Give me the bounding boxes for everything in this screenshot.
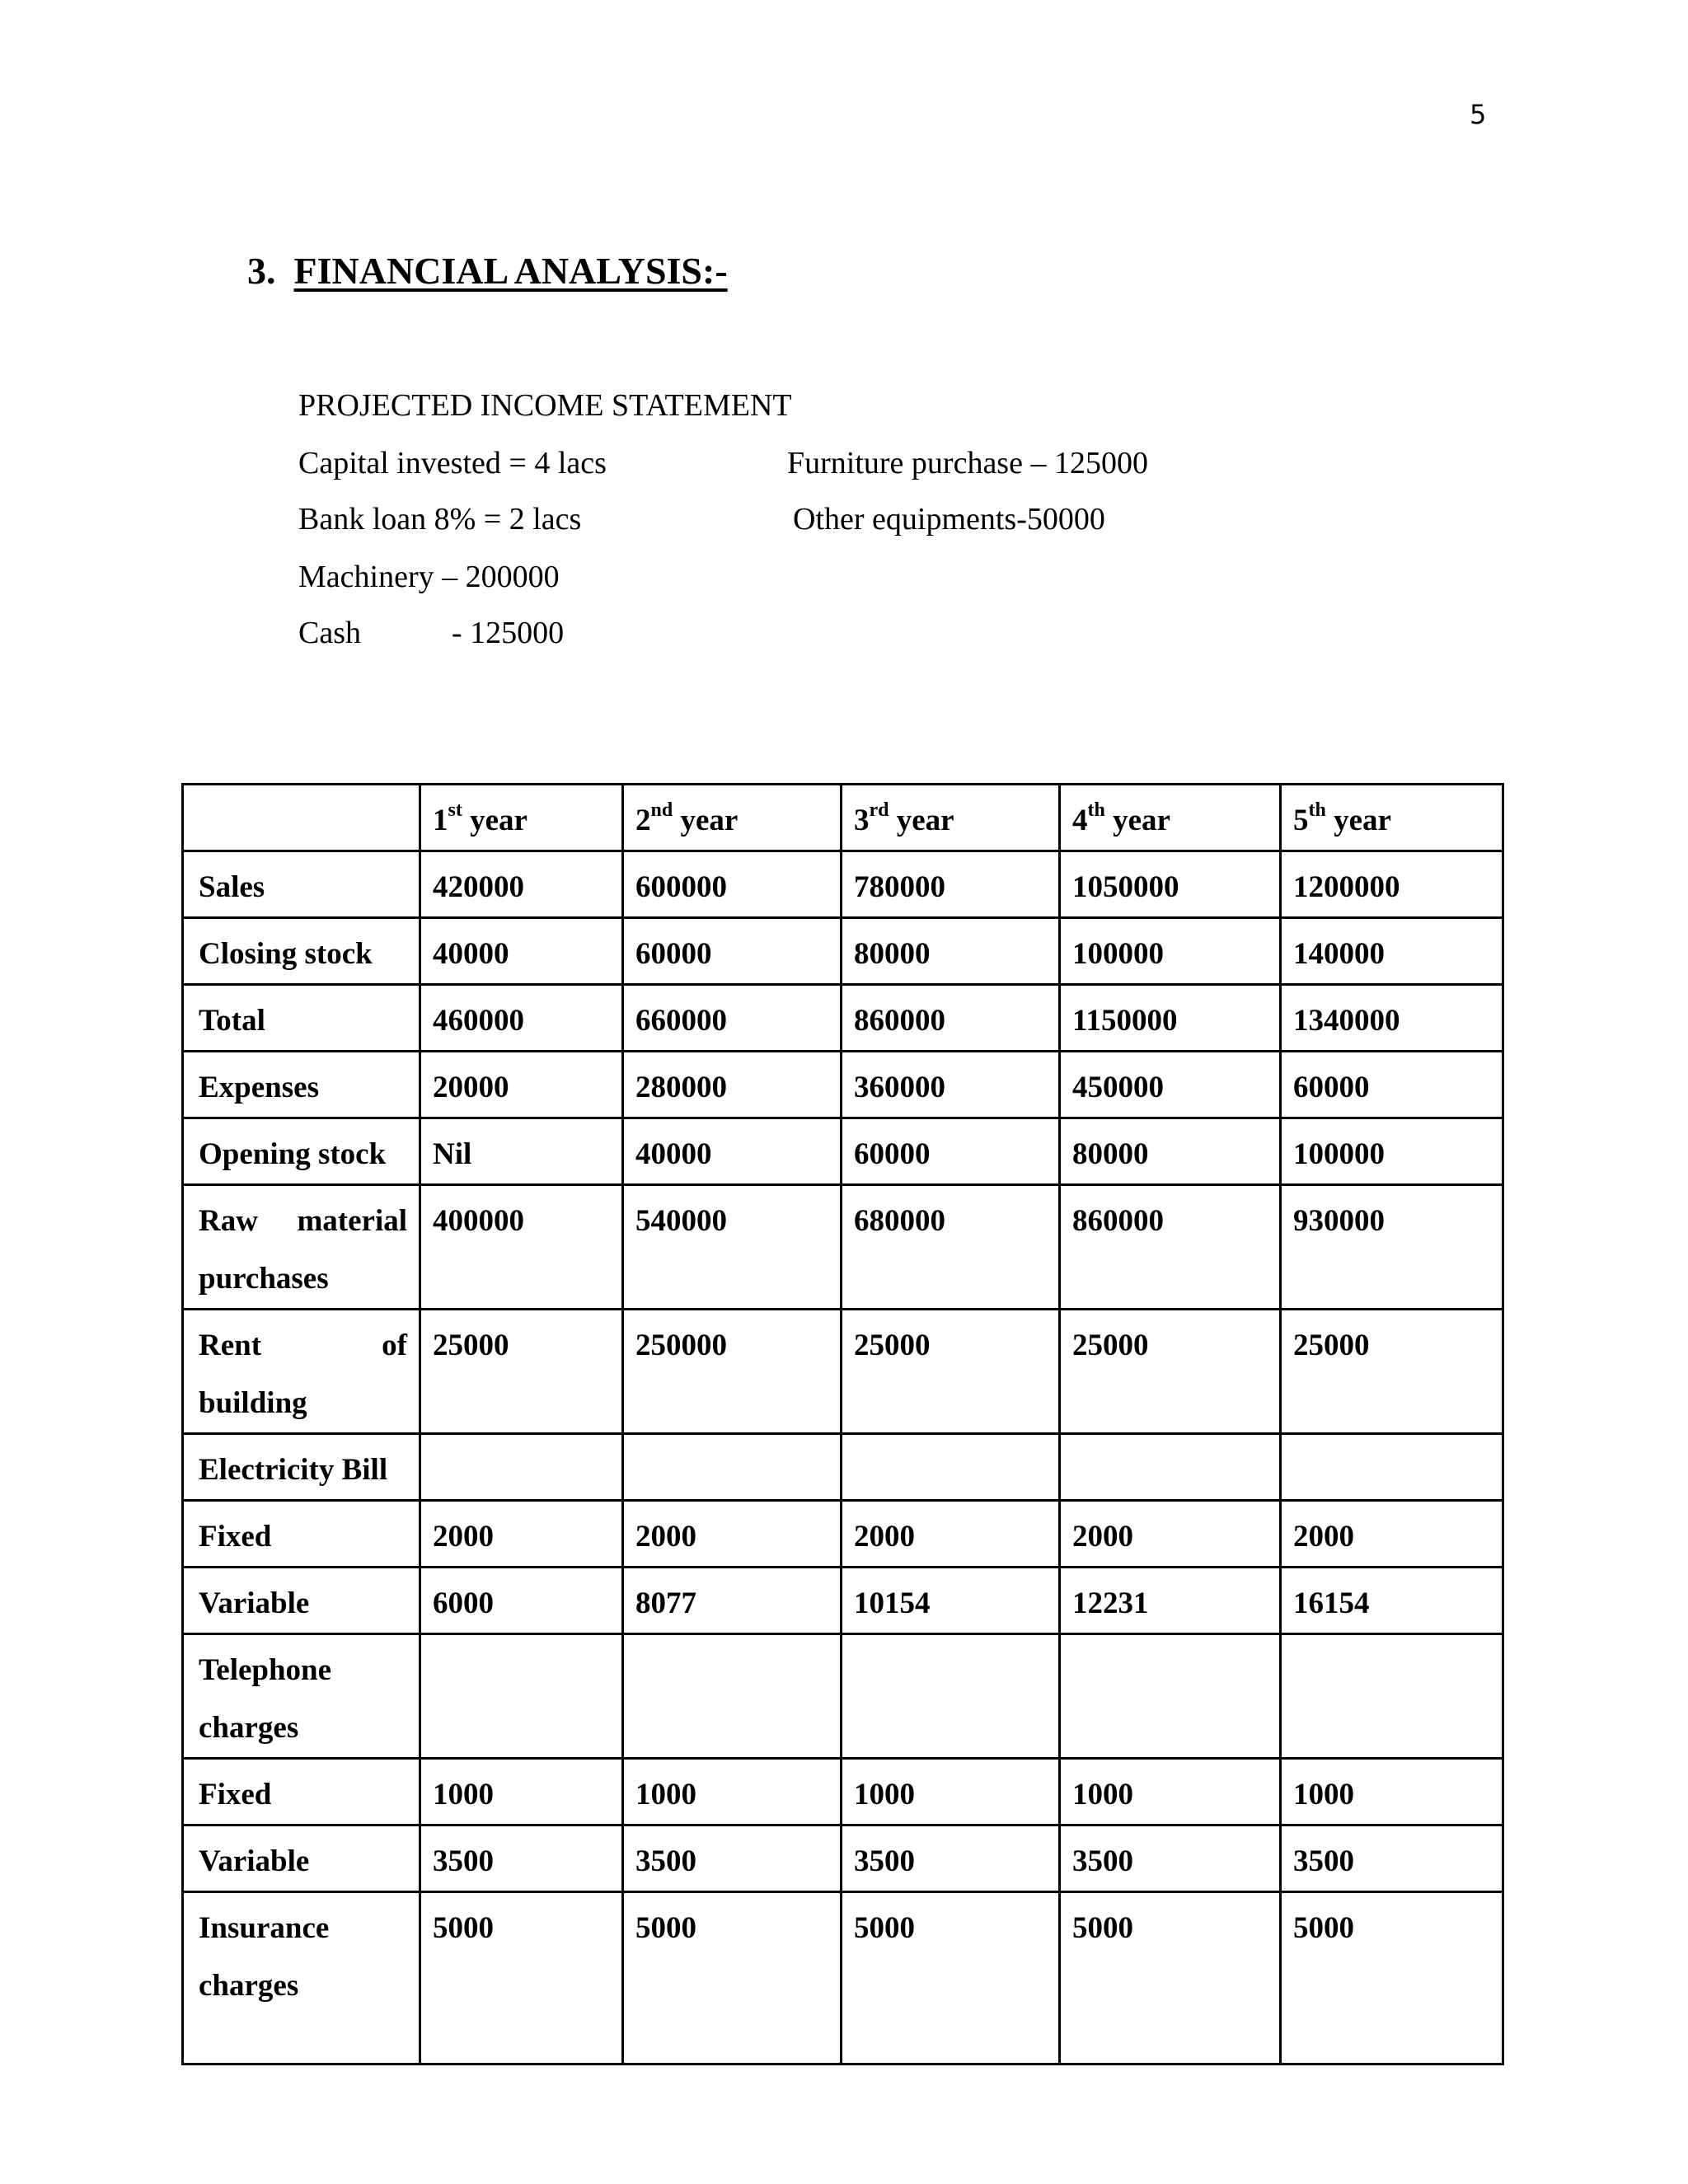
table-cell: 40000 bbox=[623, 1118, 842, 1185]
table-cell: 10154 bbox=[842, 1568, 1060, 1634]
cash-label: Cash bbox=[298, 616, 361, 650]
table-cell: 80000 bbox=[842, 918, 1060, 985]
table-cell: 280000 bbox=[623, 1052, 842, 1118]
header-cell-year-2: 2nd year bbox=[623, 785, 842, 851]
table-cell: 860000 bbox=[842, 985, 1060, 1052]
table-cell: 140000 bbox=[1281, 918, 1503, 985]
table-cell: 25000 bbox=[1060, 1310, 1281, 1434]
table-cell: 6000 bbox=[420, 1568, 623, 1634]
row-label: Raw material purchases bbox=[183, 1185, 420, 1310]
table-cell: 2000 bbox=[420, 1501, 623, 1568]
table-cell: 40000 bbox=[420, 918, 623, 985]
table-row-electricity-fixed bbox=[183, 1501, 1503, 1568]
table-cell: 2000 bbox=[842, 1501, 1060, 1568]
table-cell bbox=[1281, 1434, 1503, 1501]
table-row-telephone-variable bbox=[183, 1825, 1503, 1892]
table-cell: 12231 bbox=[1060, 1568, 1281, 1634]
row-label: Variable bbox=[183, 1568, 420, 1634]
table-cell: 5000 bbox=[1060, 1892, 1281, 2064]
row-label: Opening stock bbox=[183, 1118, 420, 1185]
table-row-expenses bbox=[183, 1052, 1503, 1118]
section-number: 3. bbox=[247, 250, 276, 292]
row-label: Sales bbox=[183, 851, 420, 918]
table-cell: 5000 bbox=[623, 1892, 842, 2064]
table-cell: 360000 bbox=[842, 1052, 1060, 1118]
table-cell: 540000 bbox=[623, 1185, 842, 1310]
table-cell: 25000 bbox=[1281, 1310, 1503, 1434]
table-cell: 2000 bbox=[1281, 1501, 1503, 1568]
row-label: Expenses bbox=[183, 1052, 420, 1118]
table-cell: 5000 bbox=[1281, 1892, 1503, 2064]
table-cell: 60000 bbox=[623, 918, 842, 985]
table-row-total bbox=[183, 985, 1503, 1052]
table-cell: 400000 bbox=[420, 1185, 623, 1310]
table-cell: 460000 bbox=[420, 985, 623, 1052]
section-title: FINANCIAL ANALYSIS:- bbox=[293, 250, 728, 292]
table-cell: 1200000 bbox=[1281, 851, 1503, 918]
table-cell: 3500 bbox=[842, 1825, 1060, 1892]
table-cell: 20000 bbox=[420, 1052, 623, 1118]
table-row-rent bbox=[183, 1310, 1503, 1434]
header-cell-year-4: 4th year bbox=[1060, 785, 1281, 851]
table-cell: 1000 bbox=[420, 1759, 623, 1825]
header-cell-year-1: 1st year bbox=[420, 785, 623, 851]
row-label: Total bbox=[183, 985, 420, 1052]
table-row-sales bbox=[183, 851, 1503, 918]
income-statement-table bbox=[181, 783, 1504, 2065]
table-cell bbox=[623, 1434, 842, 1501]
table-cell: 1000 bbox=[842, 1759, 1060, 1825]
table-row-telephone-fixed bbox=[183, 1759, 1503, 1825]
table-cell: 3500 bbox=[420, 1825, 623, 1892]
row-label: Insurance charges bbox=[183, 1892, 420, 2064]
row-label: Rent of building bbox=[183, 1310, 420, 1434]
section-heading bbox=[247, 249, 728, 293]
row-label: Closing stock bbox=[183, 918, 420, 985]
table-row-telephone-charges bbox=[183, 1634, 1503, 1759]
table-cell bbox=[420, 1434, 623, 1501]
table-cell: 2000 bbox=[623, 1501, 842, 1568]
table-cell: 780000 bbox=[842, 851, 1060, 918]
table-cell: 8077 bbox=[623, 1568, 842, 1634]
table-cell: 250000 bbox=[623, 1310, 842, 1434]
table-cell: 5000 bbox=[420, 1892, 623, 2064]
table-row-closing-stock bbox=[183, 918, 1503, 985]
table-header-row bbox=[183, 785, 1503, 851]
table-cell: 25000 bbox=[420, 1310, 623, 1434]
table-cell bbox=[623, 1634, 842, 1759]
table-cell: 100000 bbox=[1281, 1118, 1503, 1185]
row-label: Telephone charges bbox=[183, 1634, 420, 1759]
table-row-electricity-variable bbox=[183, 1568, 1503, 1634]
table-cell: 600000 bbox=[623, 851, 842, 918]
row-label: Electricity Bill bbox=[183, 1434, 420, 1501]
table-cell: 1050000 bbox=[1060, 851, 1281, 918]
table-cell: 1340000 bbox=[1281, 985, 1503, 1052]
header-cell-year-3: 3rd year bbox=[842, 785, 1060, 851]
table-cell: 1000 bbox=[1281, 1759, 1503, 1825]
table-cell: 930000 bbox=[1281, 1185, 1503, 1310]
table-cell: 25000 bbox=[842, 1310, 1060, 1434]
bank-loan: Bank loan 8% = 2 lacs bbox=[298, 502, 582, 537]
row-label: Variable bbox=[183, 1825, 420, 1892]
table-cell: 420000 bbox=[420, 851, 623, 918]
table-cell: 2000 bbox=[1060, 1501, 1281, 1568]
row-label: Fixed bbox=[183, 1501, 420, 1568]
table-cell: 80000 bbox=[1060, 1118, 1281, 1185]
table-row-opening-stock bbox=[183, 1118, 1503, 1185]
table-row-raw-material bbox=[183, 1185, 1503, 1310]
table-cell: 1000 bbox=[1060, 1759, 1281, 1825]
machinery: Machinery – 200000 bbox=[298, 560, 560, 594]
other-equipments: Other equipments-50000 bbox=[793, 502, 1105, 537]
table-cell bbox=[1060, 1434, 1281, 1501]
header-cell-year-5: 5th year bbox=[1281, 785, 1503, 851]
table-cell: 3500 bbox=[1281, 1825, 1503, 1892]
table-cell: 660000 bbox=[623, 985, 842, 1052]
table-cell bbox=[842, 1434, 1060, 1501]
cash-value: - 125000 bbox=[452, 616, 565, 650]
table-cell: 1000 bbox=[623, 1759, 842, 1825]
table-cell: Nil bbox=[420, 1118, 623, 1185]
table-cell: 450000 bbox=[1060, 1052, 1281, 1118]
table-cell: 5000 bbox=[842, 1892, 1060, 2064]
header-cell-empty bbox=[183, 785, 420, 851]
table-cell bbox=[420, 1634, 623, 1759]
table-cell: 860000 bbox=[1060, 1185, 1281, 1310]
table-cell: 1150000 bbox=[1060, 985, 1281, 1052]
row-label: Fixed bbox=[183, 1759, 420, 1825]
furniture-purchase: Furniture purchase – 125000 bbox=[787, 446, 1148, 480]
table-cell bbox=[842, 1634, 1060, 1759]
table-cell bbox=[1281, 1634, 1503, 1759]
table-cell: 60000 bbox=[842, 1118, 1060, 1185]
table-cell: 60000 bbox=[1281, 1052, 1503, 1118]
statement-title: PROJECTED INCOME STATEMENT bbox=[298, 388, 792, 423]
table-cell bbox=[1060, 1634, 1281, 1759]
table-cell: 16154 bbox=[1281, 1568, 1503, 1634]
page-number: 5 bbox=[1470, 99, 1487, 130]
table-row-electricity-bill bbox=[183, 1434, 1503, 1501]
table-cell: 680000 bbox=[842, 1185, 1060, 1310]
table-row-insurance-charges bbox=[183, 1892, 1503, 2064]
capital-invested: Capital invested = 4 lacs bbox=[298, 446, 607, 480]
table-cell: 3500 bbox=[623, 1825, 842, 1892]
table-cell: 3500 bbox=[1060, 1825, 1281, 1892]
table-cell: 100000 bbox=[1060, 918, 1281, 985]
